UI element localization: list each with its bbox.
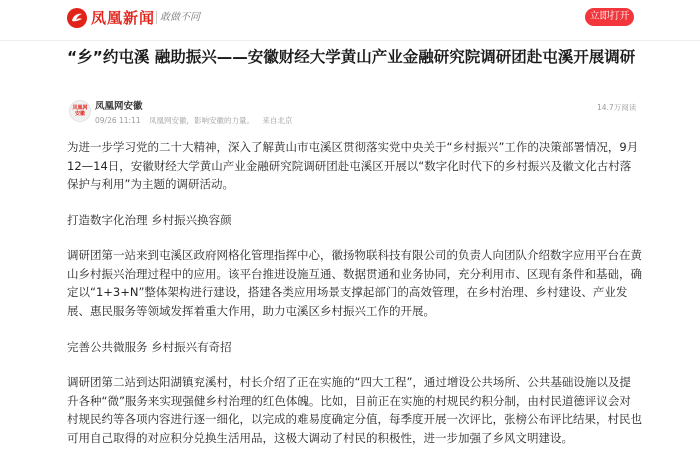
paragraph-second-stop: 调研团第二站到达阳湖镇兖溪村，村长介绍了正在实施的“四大工程”，通过增设公共场所、公共基础设施以及提升各种“微”服务来实现强健乡村治理的红色体魄。比如，目前正在实施的村规民约积分制，由村民道德评议会对村规民约等各项内容进行逐一细化，以完成的难易度确定分值，每季度开展一次评比，张榜公布评比结果，村民也可用自己取得的对应积分兑换生活用品，这极大调动了村民的积极性，进一步加强了乡风文明建设。 xyxy=(67,375,642,445)
author-avatar[interactable] xyxy=(69,100,91,122)
publish-location: 来自北京 xyxy=(262,116,293,125)
open-app-button[interactable]: 立即打开 xyxy=(585,8,634,26)
section-heading-services: 完善公共微服务 乡村振兴有奇招 xyxy=(67,340,232,354)
publish-date: 09/26 11:11 xyxy=(95,116,141,125)
author-name[interactable]: 凤凰网安徽 xyxy=(95,101,143,112)
article-title: “乡”约屯溪 融助振兴——安徽财经大学黄山产业金融研究院调研团赴屯溪开展调研 xyxy=(67,48,636,66)
read-count: 14.7万阅读 xyxy=(597,103,637,112)
brand-slogan: 敢做不同 xyxy=(160,12,200,23)
author-description: 凤凰网安徽，影响安徽的力量。 xyxy=(149,116,255,125)
section-heading-digital: 打造数字化治理 乡村振兴换容颜 xyxy=(67,213,232,227)
avatar-label: 凤凰网安徽 xyxy=(72,105,88,117)
paragraph-intro: 为进一步学习党的二十大精神，深入了解黄山市屯溪区贯彻落实党中央关于“乡村振兴”工作的决策部署情况，9月12—14日，安徽财经大学黄山产业金融研究院调研团赴屯溪区开展以“数字化时代下的乡村振兴及徽文化古村落保护与利用”为主题的调研活动。 xyxy=(67,140,639,191)
top-bar xyxy=(0,0,700,41)
author-meta xyxy=(95,116,298,126)
phoenix-logo-icon[interactable] xyxy=(67,8,87,28)
brand-divider xyxy=(156,11,157,24)
paragraph-first-stop: 调研团第一站来到屯溪区政府网格化管理指挥中心，徽扬物联科技有限公司的负责人向团队介绍数字应用平台在黄山乡村振兴治理过程中的应用。该平台推进设施互通、数据贯通和业务协同，充分利用市、区现有条件和基础，确定以“1+3+N”整体架构进行建设，搭建各类应用场景支撑起部门的高效管理，在乡村治理、乡村建设、产业发展、惠民服务等领域发挥着重大作用，助力屯溪区乡村振兴工作的开展。 xyxy=(67,248,642,318)
brand-name[interactable]: 凤凰新闻 xyxy=(91,9,156,27)
